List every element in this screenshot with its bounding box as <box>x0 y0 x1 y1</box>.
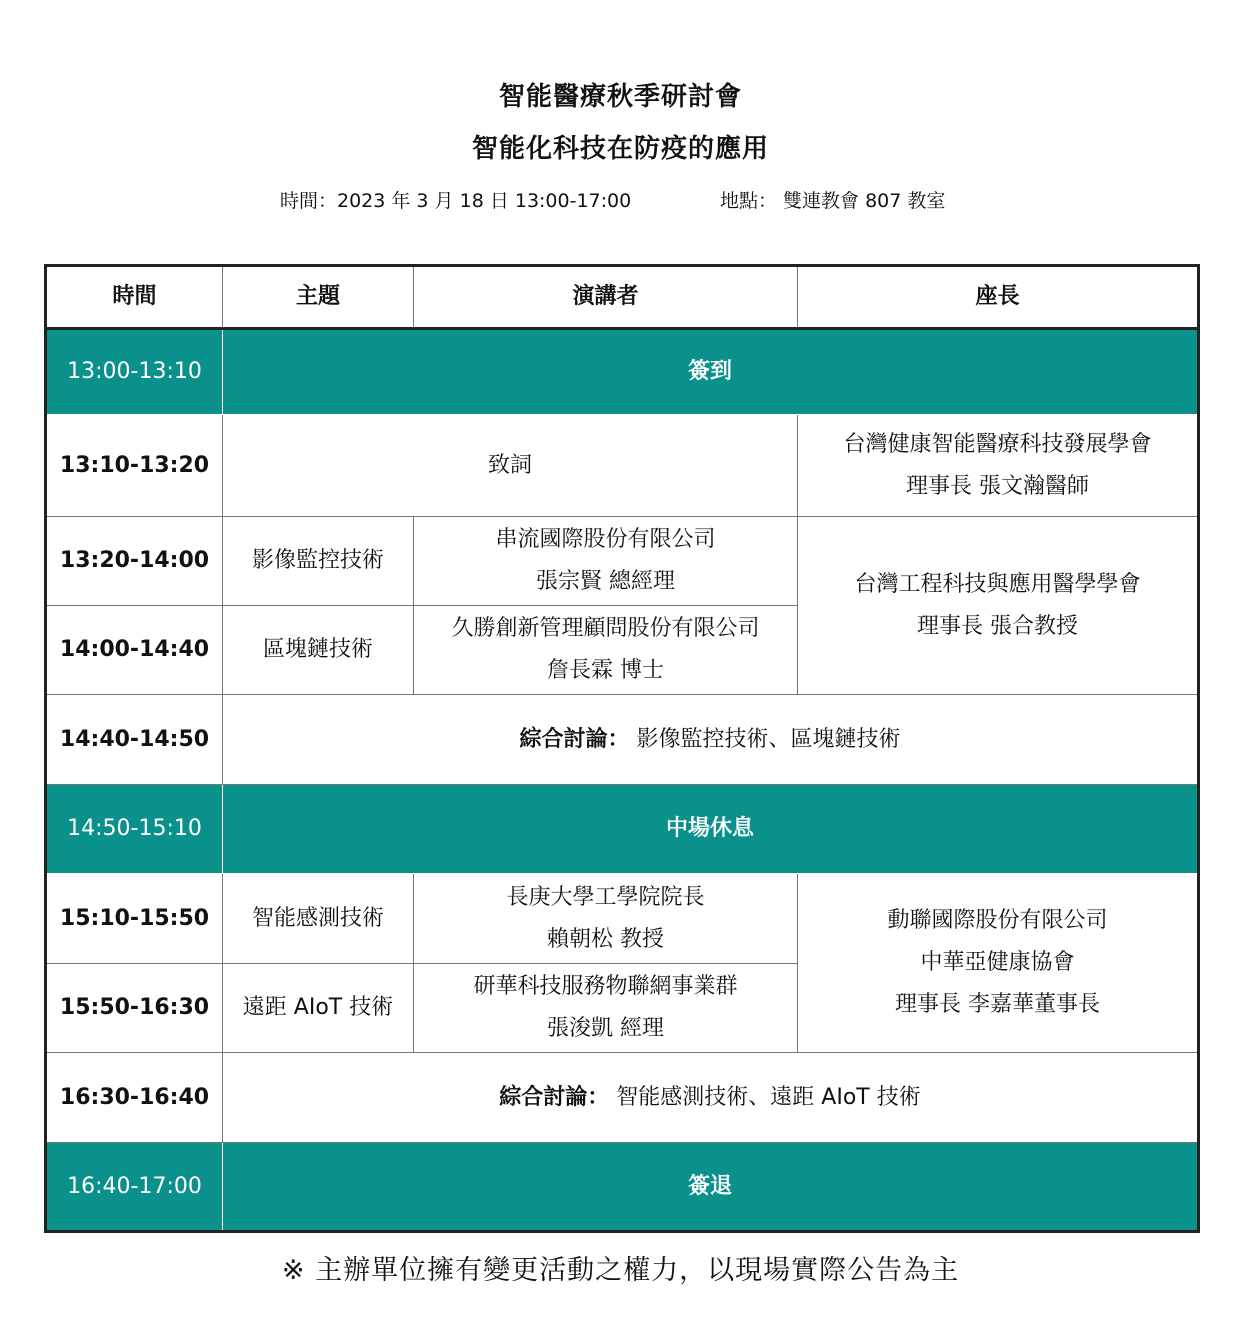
checkin-cell: 簽到 <box>223 329 1199 415</box>
chair-cell <box>798 415 1199 517</box>
header-chair: 座長 <box>798 266 1199 329</box>
chair-cell <box>798 517 1199 695</box>
topic-cell: 影像監控技術 <box>223 517 414 606</box>
table-row <box>46 695 1199 785</box>
chair-line: 理事長 李嘉華董事長 <box>895 992 1100 1017</box>
speaker-name: 賴朝松 教授 <box>547 926 664 952</box>
row-time: 14:40-14:50 <box>46 695 223 785</box>
agenda-table <box>44 264 1200 1233</box>
row-time: 16:40-17:00 <box>46 1143 223 1232</box>
opening-remarks-cell: 致詞 <box>223 415 798 517</box>
row-time: 14:00-14:40 <box>46 606 223 695</box>
discussion-topics: 影像監控技術、區塊鏈技術 <box>636 726 901 752</box>
speaker-org: 研華科技服務物聯網事業群 <box>473 974 738 999</box>
table-row <box>46 517 1199 606</box>
discussion-cell <box>223 1053 1199 1143</box>
table-row <box>46 1143 1199 1232</box>
chair-line: 理事長 張文瀚醫師 <box>906 473 1089 499</box>
header-time: 時間 <box>46 266 223 329</box>
speaker-cell <box>414 874 798 964</box>
discussion-topics: 智能感測技術、遠距 AIoT 技術 <box>616 1084 921 1110</box>
discussion-label: 綜合討論： <box>519 726 630 752</box>
table-row <box>46 329 1199 415</box>
topic-cell: 智能感測技術 <box>223 874 414 964</box>
speaker-org: 長庚大學工學院院長 <box>506 884 705 910</box>
header-speaker: 演講者 <box>414 266 798 329</box>
row-time: 16:30-16:40 <box>46 1053 223 1143</box>
header-topic: 主題 <box>223 266 414 329</box>
table-row <box>46 785 1199 874</box>
chair-line: 中華亞健康協會 <box>920 950 1075 975</box>
event-time: 時間：2023 年 3 月 18 日 13:00-17:00 <box>280 190 632 212</box>
speaker-name: 張宗賢 總經理 <box>536 569 675 594</box>
table-row <box>46 415 1199 517</box>
event-title: 智能醫療秋季研討會 <box>498 82 742 112</box>
speaker-name: 詹長霖 博士 <box>547 658 664 683</box>
speaker-org: 串流國際股份有限公司 <box>495 527 716 552</box>
chair-line: 台灣健康智能醫療科技發展學會 <box>843 431 1152 457</box>
checkout-cell: 簽退 <box>223 1143 1199 1232</box>
row-time: 15:50-16:30 <box>46 964 223 1053</box>
footer-note: ※ 主辦單位擁有變更活動之權力，以現場實際公告為主 <box>281 1255 960 1286</box>
topic-cell: 區塊鏈技術 <box>223 606 414 695</box>
topic-cell: 遠距 AIoT 技術 <box>223 964 414 1053</box>
speaker-cell <box>414 606 798 695</box>
discussion-label: 綜合討論： <box>499 1084 610 1110</box>
table-row <box>46 874 1199 964</box>
discussion-cell <box>223 695 1199 785</box>
break-cell: 中場休息 <box>223 785 1199 874</box>
speaker-cell <box>414 964 798 1053</box>
chair-line: 動聯國際股份有限公司 <box>887 908 1108 933</box>
chair-cell <box>798 874 1199 1053</box>
chair-line: 台灣工程科技與應用醫學學會 <box>854 571 1141 597</box>
speaker-org: 久勝創新管理顧問股份有限公司 <box>451 616 760 641</box>
speaker-name: 張浚凱 經理 <box>547 1016 664 1041</box>
table-row <box>46 1053 1199 1143</box>
row-time: 13:20-14:00 <box>46 517 223 606</box>
event-subtitle: 智能化科技在防疫的應用 <box>471 134 769 164</box>
row-time: 15:10-15:50 <box>46 874 223 964</box>
row-time: 13:00-13:10 <box>46 329 223 415</box>
table-header-row <box>46 266 1199 329</box>
speaker-cell <box>414 517 798 606</box>
row-time: 13:10-13:20 <box>46 415 223 517</box>
row-time: 14:50-15:10 <box>46 785 223 874</box>
chair-line: 理事長 張合教授 <box>917 613 1078 639</box>
event-venue: 地點： 雙連教會 807 教室 <box>720 190 946 212</box>
